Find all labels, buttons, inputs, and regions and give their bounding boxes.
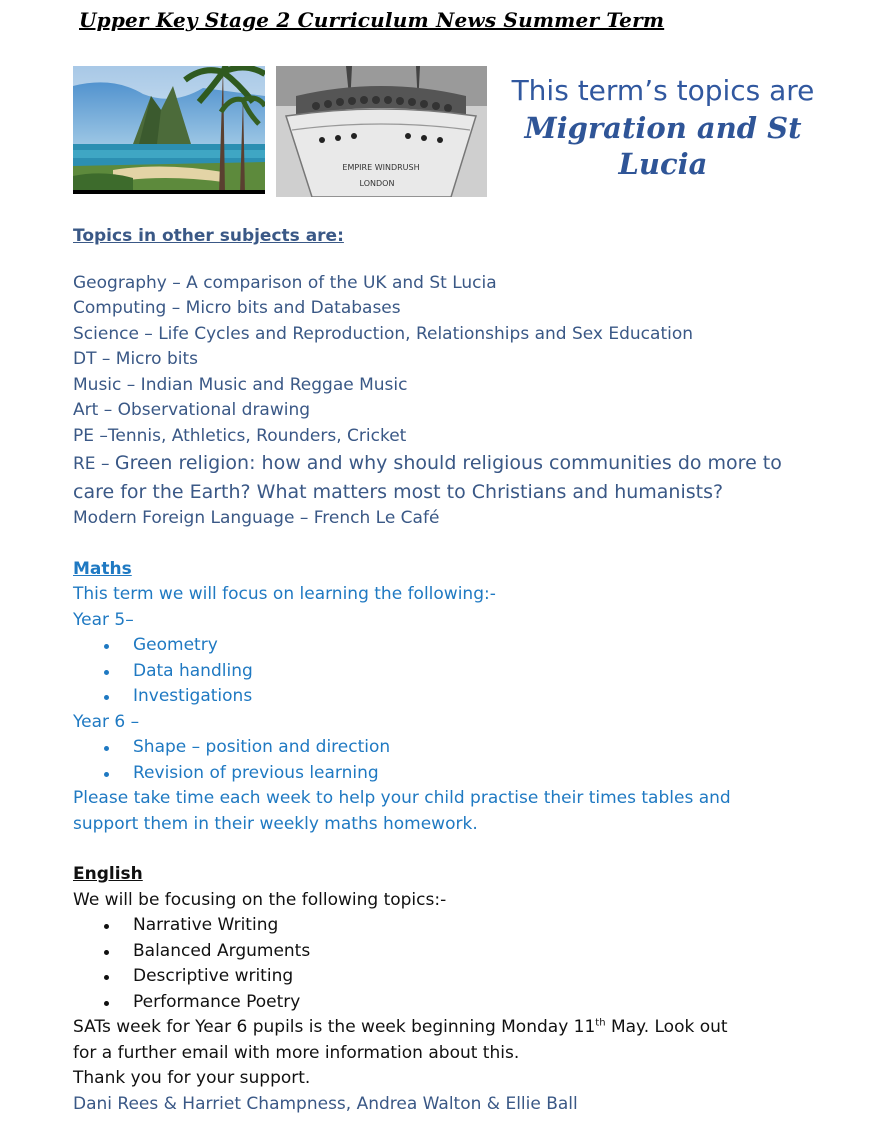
newsletter-body bbox=[73, 224, 782, 1117]
english-intro: We will be focusing on the following topics:- bbox=[73, 889, 447, 910]
list-item: Balanced Arguments bbox=[133, 939, 773, 965]
subject-re bbox=[73, 449, 782, 478]
maths-note-line2: support them in their weekly maths homework. bbox=[73, 813, 478, 834]
list-item: Geometry bbox=[133, 633, 773, 659]
signoff-names: Dani Rees & Harriet Champness, Andrea Walton & Ellie Ball bbox=[73, 1093, 578, 1114]
maths-year5-label: Year 5– bbox=[73, 609, 134, 630]
empire-windrush-photo bbox=[276, 66, 487, 197]
subject-re-line2: care for the Earth? What matters most to Christians and humanists? bbox=[73, 481, 724, 503]
subject-pe: PE –Tennis, Athletics, Rounders, Cricket bbox=[73, 425, 407, 446]
subject-art: Art – Observational drawing bbox=[73, 400, 311, 420]
list-item: Performance Poetry bbox=[133, 990, 773, 1016]
subject-mfl: Modern Foreign Language – French Le Café bbox=[73, 508, 440, 528]
subject-dt: DT – Micro bits bbox=[73, 349, 198, 369]
list-item: Narrative Writing bbox=[133, 913, 773, 939]
maths-heading: Maths bbox=[73, 558, 132, 579]
list-item: Shape – position and direction bbox=[133, 735, 773, 761]
term-topics-title: Migration and St Lucia bbox=[524, 111, 802, 181]
maths-year6-label: Year 6 – bbox=[73, 711, 140, 732]
subject-re-line1: Green religion: how and why should religious communities do more to bbox=[114, 452, 782, 474]
other-subjects-heading: Topics in other subjects are: bbox=[73, 226, 344, 246]
sats-notice-line2: for a further email with more information about this. bbox=[73, 1042, 520, 1063]
maths-note-line1: Please take time each week to help your child practise their times tables and bbox=[73, 788, 731, 808]
newsletter-title: Upper Key Stage 2 Curriculum News Summer Term bbox=[79, 8, 665, 32]
english-heading: English bbox=[73, 864, 143, 884]
sats-notice-text: SATs week for Year 6 pupils is the week beginning Monday 11 bbox=[73, 1017, 596, 1037]
list-item: Investigations bbox=[133, 684, 773, 710]
maths-year6-list bbox=[73, 735, 773, 786]
st-lucia-photo bbox=[73, 66, 265, 194]
term-topics-intro: This term’s topics are bbox=[511, 74, 815, 107]
subject-re-prefix: RE – bbox=[73, 454, 115, 474]
sats-notice-ordinal: th bbox=[595, 1017, 606, 1029]
list-item: Revision of previous learning bbox=[133, 761, 773, 787]
maths-intro: This term we will focus on learning the following:- bbox=[73, 584, 496, 604]
list-item: Data handling bbox=[133, 659, 773, 685]
subject-music: Music – Indian Music and Reggae Music bbox=[73, 374, 408, 395]
sats-notice bbox=[73, 1015, 773, 1041]
subject-geography: Geography – A comparison of the UK and St Lucia bbox=[73, 272, 497, 293]
sats-notice-text-end: May. Look out bbox=[605, 1017, 728, 1037]
list-item: Descriptive writing bbox=[133, 964, 773, 990]
english-topics-list bbox=[73, 913, 773, 1015]
subject-science: Science – Life Cycles and Reproduction, Relationships and Sex Education bbox=[73, 323, 694, 344]
svg-text:LONDON: LONDON bbox=[359, 179, 395, 188]
thank-you-text: Thank you for your support. bbox=[73, 1068, 311, 1088]
maths-year5-list bbox=[73, 633, 773, 710]
term-topics-heading bbox=[487, 72, 839, 182]
svg-text:EMPIRE WINDRUSH: EMPIRE WINDRUSH bbox=[342, 163, 420, 172]
subject-computing: Computing – Micro bits and Databases bbox=[73, 298, 401, 318]
